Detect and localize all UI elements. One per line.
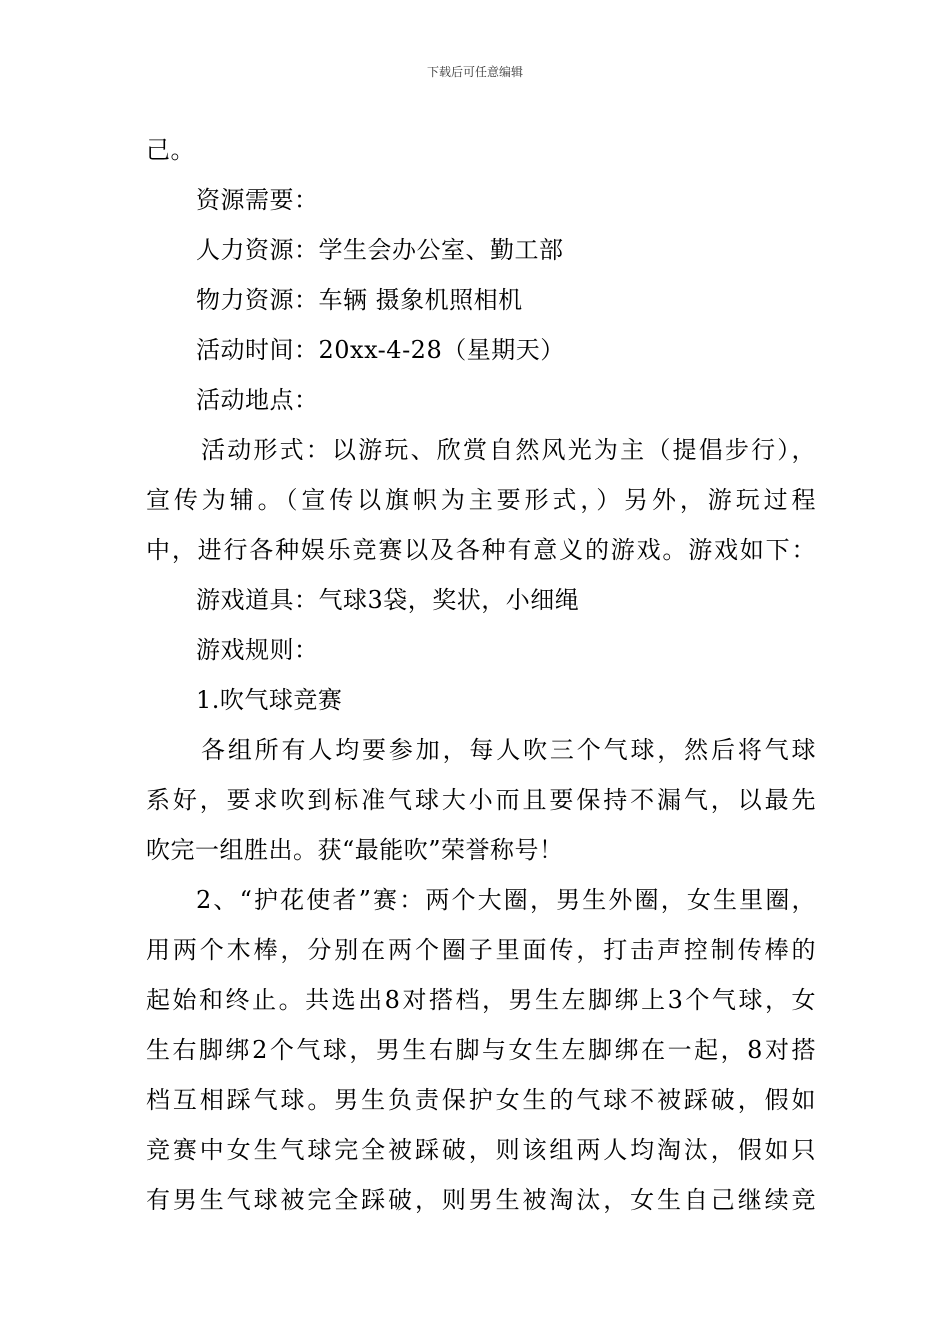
text-line: 系好，要求吹到标准气球大小而且要保持不漏气，以最先 [146, 786, 816, 814]
text-line: 起始和终止。共选出8对搭档，男生左脚绑上3个气球，女 [146, 986, 816, 1014]
text-line: 用两个木棒，分别在两个圈子里面传，打击声控制传棒的 [146, 936, 816, 964]
text-line: 资源需要： [196, 186, 319, 214]
text-line: 宣传为辅。（宣传以旗帜为主要形式，）另外，游玩过程 [146, 486, 816, 514]
text-line: 中，进行各种娱乐竞赛以及各种有意义的游戏。游戏如下： [146, 536, 816, 564]
text-line: 游戏道具：气球3袋，奖状，小细绳 [196, 586, 580, 614]
text-line: 活动时间：20xx-4-28（星期天） [196, 336, 565, 364]
text-line: 1.吹气球竞赛 [196, 686, 343, 714]
text-line: 活动形式：以游玩、欣赏自然风光为主（提倡步行）， [201, 436, 816, 464]
text-line: 有男生气球被完全踩破，则男生被淘汰，女生自己继续竞 [146, 1186, 816, 1214]
text-line: 档互相踩气球。男生负责保护女生的气球不被踩破，假如 [146, 1086, 816, 1114]
text-line: 吹完一组胜出。获“最能吹”荣誉称号！ [146, 836, 564, 864]
text-line: 游戏规则： [196, 636, 319, 664]
text-line: 各组所有人均要参加，每人吹三个气球，然后将气球 [201, 736, 816, 764]
page-header-watermark: 下载后可任意编辑 [426, 65, 523, 79]
text-line: 人力资源：学生会办公室、勤工部 [196, 236, 564, 264]
text-line: 活动地点： [196, 386, 319, 414]
text-line: 生右脚绑2个气球，男生右脚与女生左脚绑在一起，8对搭 [146, 1036, 816, 1064]
text-line: 物力资源：车辆 摄象机照相机 [196, 286, 523, 314]
text-line: 己。 [146, 136, 195, 164]
text-line: 竞赛中女生气球完全被踩破，则该组两人均淘汰，假如只 [146, 1136, 816, 1164]
document-body [146, 125, 816, 1225]
text-line: 2、“护花使者”赛：两个大圈，男生外圈，女生里圈， [196, 886, 816, 914]
